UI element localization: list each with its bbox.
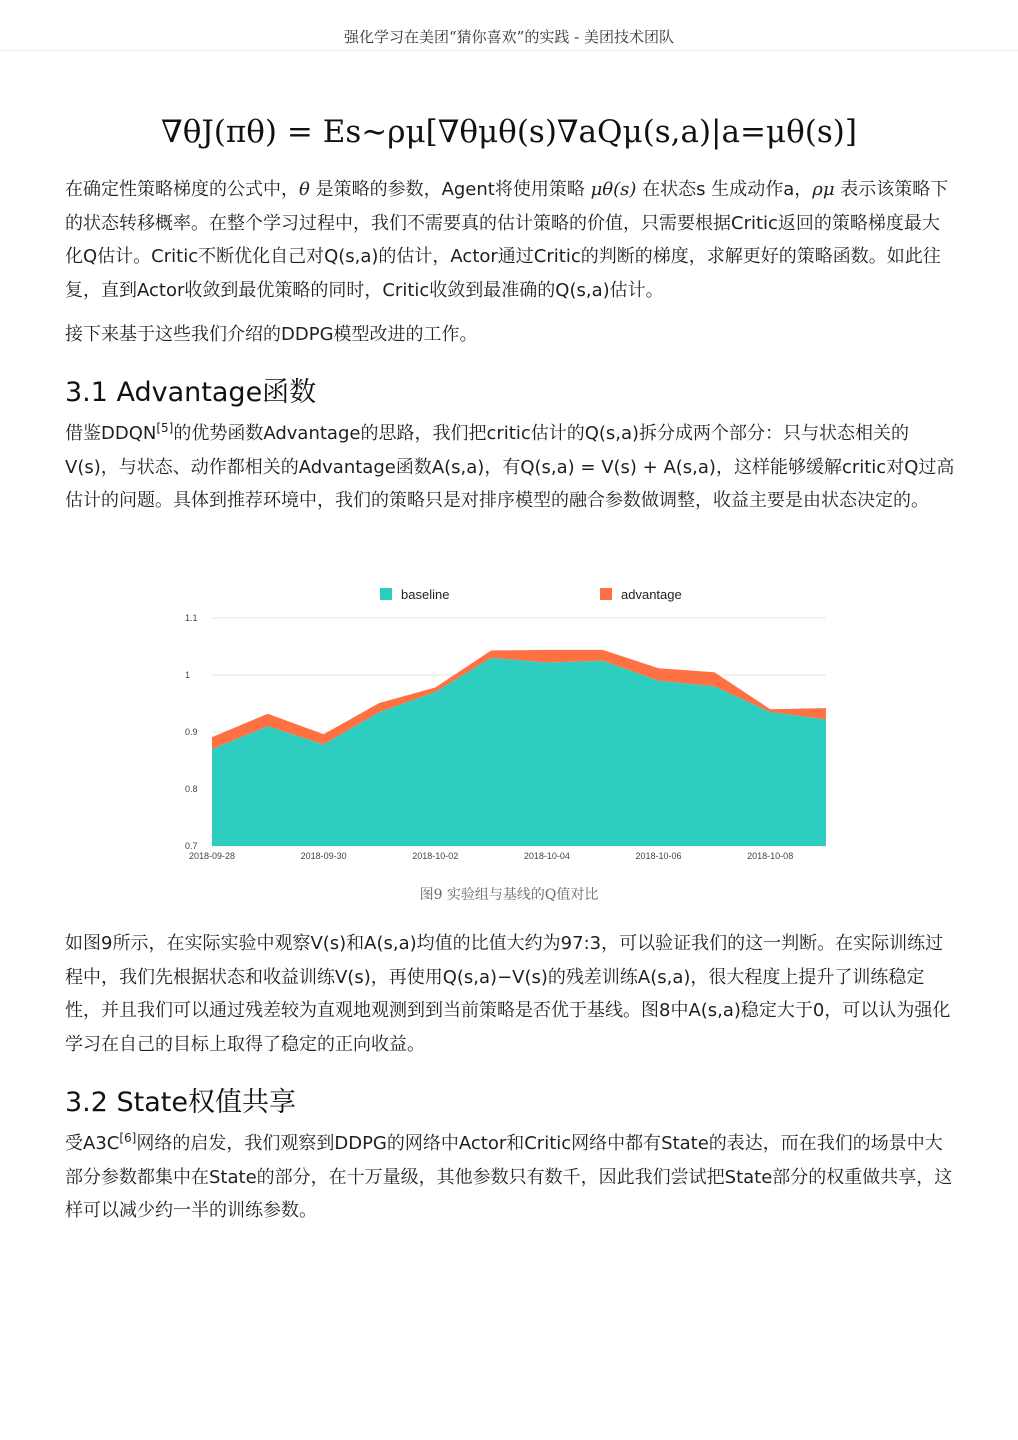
p1-part3: 在状态s 生成动作a， <box>636 179 813 200</box>
paragraph-state-sharing <box>65 1127 955 1228</box>
x-tick-label: 2018-09-30 <box>300 851 347 861</box>
legend-label-advantage: advantage <box>621 587 682 602</box>
chart-x-ticks <box>189 851 793 861</box>
p1-mu: μθ(s) <box>590 179 637 200</box>
paragraph-intro-ddpg: 接下来基于这些我们介绍的DDPG模型改进的工作。 <box>65 324 478 345</box>
formula-equals: = <box>286 114 323 150</box>
chart-areas <box>212 650 826 846</box>
x-tick-label: 2018-10-06 <box>635 851 682 861</box>
page-header-title: 强化学习在美团“猜你喜欢”的实践 - 美团技术团队 <box>344 28 674 46</box>
y-tick-label: 0.9 <box>185 727 198 737</box>
x-tick-label: 2018-09-28 <box>188 851 236 861</box>
chart-legend <box>380 587 682 602</box>
s2-ref[interactable]: [6] <box>119 1131 137 1145</box>
p1-part2: 是策略的参数，Agent将使用策略 <box>309 179 591 200</box>
y-tick-label: 1 <box>185 670 191 680</box>
legend-swatch-baseline <box>380 588 392 600</box>
p1-part4: 表示该策略下的状态转移概率。在整个学习过程中，我们不需要真的估计策略的价值，只需要根据Critic返回的策略梯度最大化Q估计。Critic不断优化自己对Q(s,a)的估计，Actor通过Critic的判断的梯度，求解更好的策略函数。如此往复，直到Actor收敛到最优策略的同时，Critic收敛到最准确的Q(s,a)估计。 <box>65 179 949 301</box>
s1-ref[interactable]: [5] <box>156 421 174 435</box>
s2-body-pre: 受A3C <box>65 1133 120 1154</box>
p1-theta: θ <box>299 179 310 200</box>
formula-lhs: ∇θJ(πθ) <box>161 114 278 150</box>
y-tick-label: 0.7 <box>185 841 198 851</box>
chart-y-ticks <box>185 613 198 851</box>
x-tick-label: 2018-10-04 <box>523 851 570 861</box>
paragraph-figure9-analysis: 如图9所示，在实际实验中观察V(s)和A(s,a)均值的比值大约为97:3，可以验证我们的这一判断。在实际训练过程中，我们先根据状态和收益训练V(s)，再使用Q(s,a)−V(s)的残差训练A(s,a)，很大程度上提升了训练稳定性，并且我们可以通过残差较为直观地观测到到当前策略是否优于基线。图8中A(s,a)稳定大于0，可以认为强化学习在自己的目标上取得了稳定的正向收益。 <box>65 933 951 1055</box>
s1-body-post: 的优势函数Advantage的思路，我们把critic估计的Q(s,a)拆分成两个部分：只与状态相关的V(s)，与状态、动作都相关的Advantage函数A(s,a)，有Q(s,a) = V(s) + A(s,a)，这样能够缓解critic对Q过高估计的问题。具体到推荐环境中，我们的策略只是对排序模型的融合参数做调整，收益主要是由状态决定的。 <box>65 423 955 511</box>
s2-body-post: 网络的启发，我们观察到DDPG的网络中Actor和Critic网络中都有State的表达，而在我们的场景中大部分参数都集中在State的部分，在十万量级，其他参数只有数千，因此我们尝试把State部分的权重做共享，这样可以减少约一半的训练参数。 <box>65 1133 953 1221</box>
paragraph-advantage <box>65 417 955 518</box>
page-header <box>0 0 1018 51</box>
p1-part1: 在确定性策略梯度的公式中， <box>65 179 299 200</box>
x-tick-label: 2018-10-08 <box>747 851 794 861</box>
y-tick-label: 0.8 <box>185 784 198 794</box>
section-heading-state-sharing: 3.2 State权值共享 <box>65 1087 296 1118</box>
q-value-area-chart <box>175 578 840 868</box>
p1-rho: ρμ <box>812 179 835 200</box>
x-tick-label: 2018-10-02 <box>412 851 459 861</box>
dpg-formula <box>0 114 1018 150</box>
formula-rhs: Es∼ρμ[∇θμθ(s)∇aQμ(s,a)|a=μθ(s)] <box>322 114 857 150</box>
y-tick-label: 1.1 <box>185 613 198 623</box>
legend-swatch-advantage <box>600 588 612 600</box>
section-heading-advantage: 3.1 Advantage函数 <box>65 377 317 408</box>
legend-label-baseline: baseline <box>401 587 450 602</box>
figure-caption: 图9 实验组与基线的Q值对比 <box>419 887 599 903</box>
s1-body-pre: 借鉴DDQN <box>65 423 157 444</box>
paragraph-dpg-explanation <box>65 173 955 307</box>
